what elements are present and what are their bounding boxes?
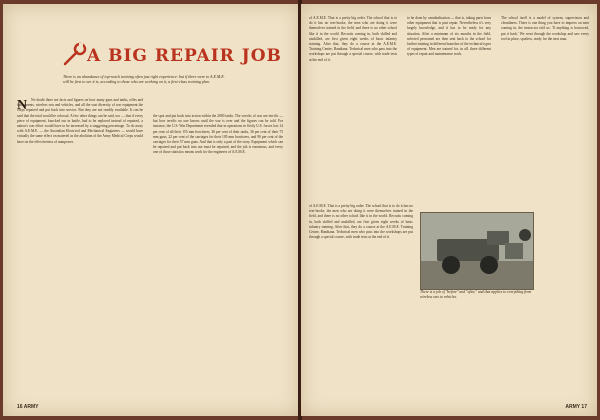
right-page	[301, 4, 597, 416]
article-title: A BIG REPAIR JOB	[87, 46, 282, 66]
left-folio: 16 ARMY	[17, 404, 39, 410]
left-page	[3, 4, 299, 416]
article-standfirst: There is an abundance of top-notch training often just right experience: but if there were to A.E.M.E. will be first to see it is, according to those who are working on it, a first-class training plan.	[63, 74, 225, 84]
jeep-photo	[420, 212, 534, 290]
left-column-1: No doubt there are facts and figures on how many guns and tanks, rifles and instruments, wireless sets and vehicles, and all the vast diversity of war equipment the corps repaired and put back into service. But they are not readily available. It can be said that the total would be colossal. A few other things can be said, too — that if every piece of equipment, knocked out in battle, had to be replaced instead of repaired, a nation's war effort would have to be increased by a staggering percentage. To do away with A.E.M.E. — the Australian Electrical and Mechanical Engineers — would have virtually the same effect on materiel as the abolition of the Army Medical Corps would have on the effectiveness of manpower.	[17, 98, 143, 144]
wrench-icon	[61, 40, 89, 68]
right-column-1: of A.E.M.E. That is a pretty big order. The school that is to do it has no text-books; the men who are doing it were themselves trained in the field, and there is no other school like it in the world. Recruits coming in, both skilled and unskilled, are first given eight weeks of basic infantry training. After that, they do a course at the A.E.M.E. Training Centre, Bandiana. Technical men who pass into the workshops are put through a special course, with trade tests at the end of it.	[309, 16, 397, 62]
left-column-2: the spot and put back into action within the 2000 tanks. The wrecks of war are terrific — but how terrific no one knows until the war is over and the figures can be told. For instance, the U.S. War Department revealed that in operations in Sicily U.S. forces lost 14 per cent of all their 155 mm howitzers, 36 per cent of their tanks, 36 per cent of their 75 mm guns, 22 per cent of the carriages for their 105 mm howitzers, and 90 per cent of the carriages for their 57 mm guns. And that is only a part of the story. Equipment which can be repaired and put back into use must be repaired; and the job is enormous, and every one of those statistics means work for the engineers of A.E.M.E.	[153, 114, 283, 155]
right-column-3: The school itself is a model of system, supervision and cleanliness. There is one thing you have to impress on men coming in, the instructor told us: 'If anything is borrowed, put it back.' We went through the workshop and saw every tool in place, spotless, ready for the next man.	[501, 16, 589, 41]
photo-caption: There is a job of "before" and "after," and that applies to everything from wireless sets to vehicles.	[420, 290, 532, 299]
vehicle-image	[421, 213, 533, 289]
right-column-2: to be done by cannibalisation — that is, taking parts from other equipment that is past repair. Nevertheless it's very largely knowledge, and it has to be ready for any situation. After a minimum of six months in the field, selected personnel are then sent back to the school for further training in different branches of the technical types of equipment. Men are trained for, in all, three different types of repair and maintenance work.	[407, 16, 491, 57]
right-column-1-lower: of A.E.M.E. That is a pretty big order. The school that is to do it has no text-books; the men who are doing it were themselves trained in the field, and there is no other school like it in the world. Recruits coming in, both skilled and unskilled, are first given eight weeks of basic infantry training. After that, they do a course at the A.E.M.E. Training Centre, Bandiana. Technical men who pass into the workshops are put through a special course, with trade tests at the end of it.	[309, 204, 413, 240]
drop-cap: N	[17, 98, 28, 113]
right-folio: ARMY 17	[565, 404, 587, 410]
